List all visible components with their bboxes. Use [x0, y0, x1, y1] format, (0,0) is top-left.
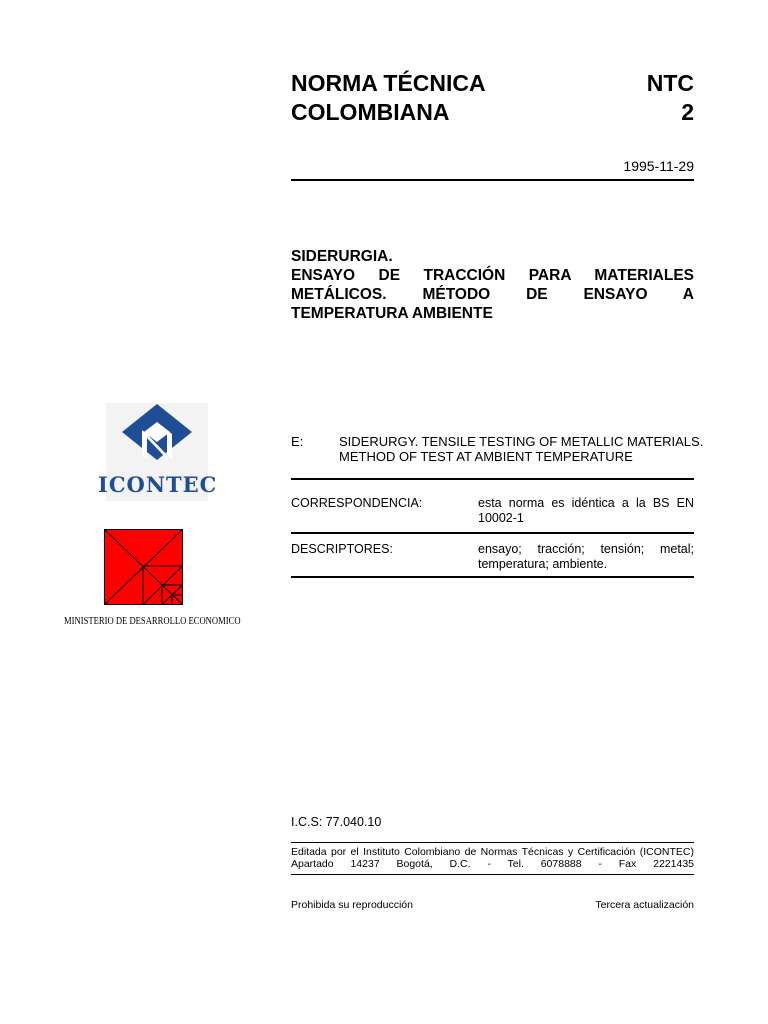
norm-date: 1995-11-29	[623, 158, 694, 174]
footer-update-notice: Tercera actualización	[595, 899, 694, 911]
descriptores-label: DESCRIPTORES:	[291, 542, 393, 556]
icontec-logo	[98, 402, 216, 502]
footer-reproduction-notice: Prohibida su reproducción	[291, 899, 413, 911]
norm-title-line2: COLOMBIANA	[291, 99, 450, 125]
english-prefix: E:	[291, 434, 304, 449]
ministry-emblem	[104, 529, 184, 610]
subject-line3: METÁLICOS. MÉTODO DE ENSAYO A	[291, 286, 694, 303]
descriptores-divider	[291, 576, 694, 578]
descriptores-value-line2: temperatura; ambiente.	[478, 557, 608, 571]
edition-line1: Editada por el Instituto Colombiano de Normas Técnicas y Certificación (ICONTEC)	[291, 846, 694, 858]
icontec-wordmark: ICONTEC	[98, 472, 218, 497]
subject-line1: SIDERURGIA.	[291, 248, 393, 265]
correspondencia-label: CORRESPONDENCIA:	[291, 496, 423, 510]
edition-line2: Apartado 14237 Bogotá, D.C. - Tel. 6078888 - Fax 2221435	[291, 858, 694, 870]
ics-divider	[291, 842, 694, 843]
norm-code-number: 2	[681, 99, 694, 125]
header-divider	[291, 179, 694, 181]
norm-code-label: NTC	[646, 70, 694, 96]
correspondencia-divider	[291, 532, 694, 534]
subject-line2: ENSAYO DE TRACCIÓN PARA MATERIALES	[291, 267, 694, 284]
english-title-line2: METHOD OF TEST AT AMBIENT TEMPERATURE	[339, 449, 633, 464]
edition-divider	[291, 874, 694, 875]
ics-code: I.C.S: 77.040.10	[291, 815, 382, 829]
subject-line4: TEMPERATURA AMBIENTE	[291, 305, 493, 322]
english-divider	[291, 478, 694, 480]
descriptores-value-line1: ensayo; tracción; tensión; metal;	[478, 542, 694, 556]
norm-title-line1: NORMA TÉCNICA	[291, 70, 486, 96]
correspondencia-value-line2: 10002-1	[478, 511, 524, 525]
english-title-line1: SIDERURGY. TENSILE TESTING OF METALLIC MATERIALS.	[339, 434, 704, 449]
ministry-label: MINISTERIO DE DESARROLLO ECONOMICO	[64, 616, 241, 627]
ministry-emblem-icon	[104, 529, 184, 605]
correspondencia-value-line1: esta norma es idéntica a la BS EN	[478, 496, 694, 510]
